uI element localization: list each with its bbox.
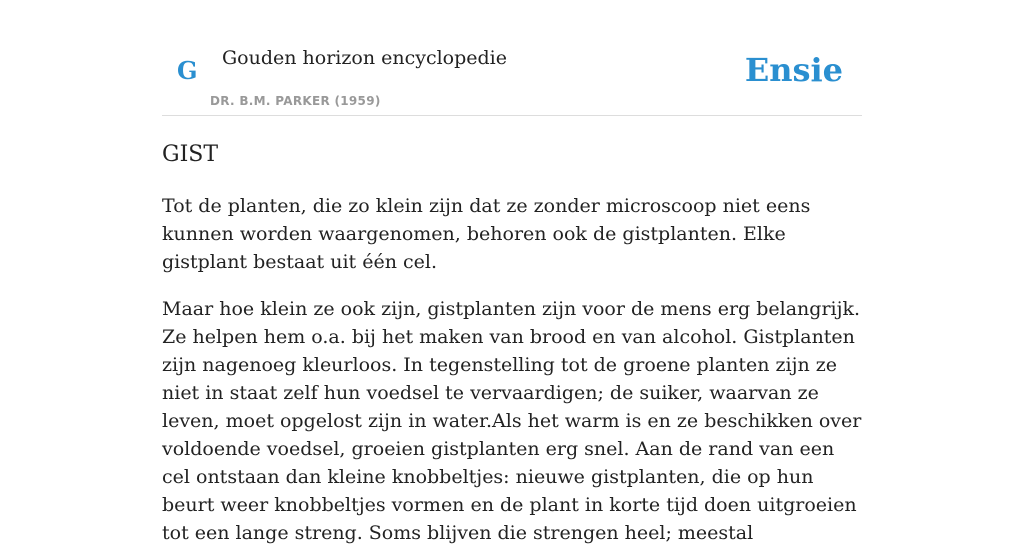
ensie-logo[interactable]: Ensie: [744, 51, 843, 89]
source-title[interactable]: Gouden horizon encyclopedie: [222, 47, 507, 69]
entry-header: [162, 0, 862, 116]
entry-paragraph-2: Maar hoe klein ze ook zijn, gistplanten zijn voor de mens erg belangrijk. Ze helpen hem o.a. bij het maken van brood en van alcohol. Gistplanten zijn nagenoeg kleurloos. In tegenstelling tot de groene planten zijn ze niet in staat zelf hun voedsel te vervaardigen; de suiker, waarvan ze leven, moet opgelost zijn in water.Als het warm is en ze beschikken over voldoende voedsel, groeien gistplanten erg snel. Aan de rand van een cel ontstaan dan kleine knobbeltjes: nieuwe gistplanten, die op hun beurt weer knobbeltjes vormen en de plant in korte tijd doen uitgroeien tot een lange streng. Soms blijven die strengen heel; meestal: [162, 298, 862, 544]
entry-paragraph-1: Tot de planten, die zo klein zijn dat ze zonder microscoop niet eens kunnen worden waargenomen, behoren ook de gistplanten. Elke gistplant bestaat uit één cel.: [162, 195, 811, 273]
article-page: [162, 0, 862, 547]
source-author: DR. B.M. PARKER (1959): [210, 94, 381, 108]
source-logo[interactable]: G: [177, 56, 198, 85]
entry-title: GIST: [162, 142, 219, 167]
